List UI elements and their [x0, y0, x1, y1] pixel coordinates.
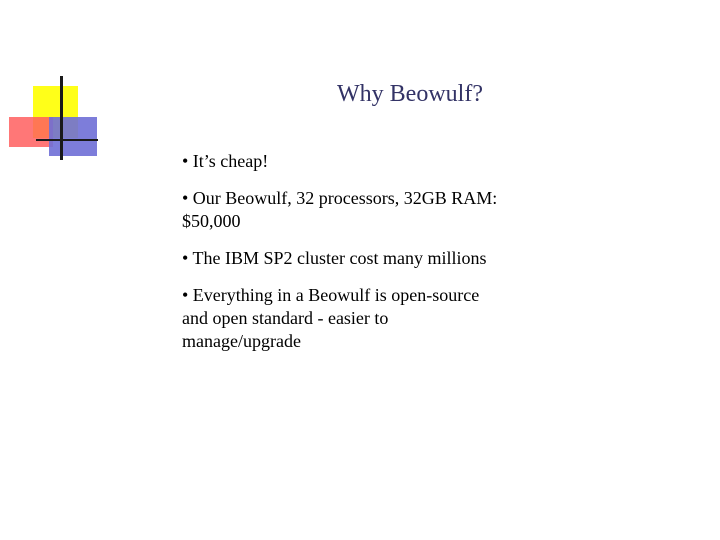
- decorative-logo: [0, 0, 110, 170]
- red-rectangle: [9, 117, 53, 147]
- bullet-list: [182, 150, 582, 367]
- slide-title: Why Beowulf?: [337, 81, 483, 107]
- bullet-item: • Everything in a Beowulf is open-source and open standard - easier to manage/upgrade: [182, 285, 480, 351]
- bullet-item: • It’s cheap!: [182, 151, 269, 171]
- bullet-item: • The IBM SP2 cluster cost many millions: [182, 248, 487, 268]
- blue-square: [49, 117, 97, 156]
- bullet-item: • Our Beowulf, 32 processors, 32GB RAM: $50,000: [182, 188, 498, 231]
- vertical-rule: [60, 76, 63, 160]
- horizontal-rule: [36, 139, 98, 141]
